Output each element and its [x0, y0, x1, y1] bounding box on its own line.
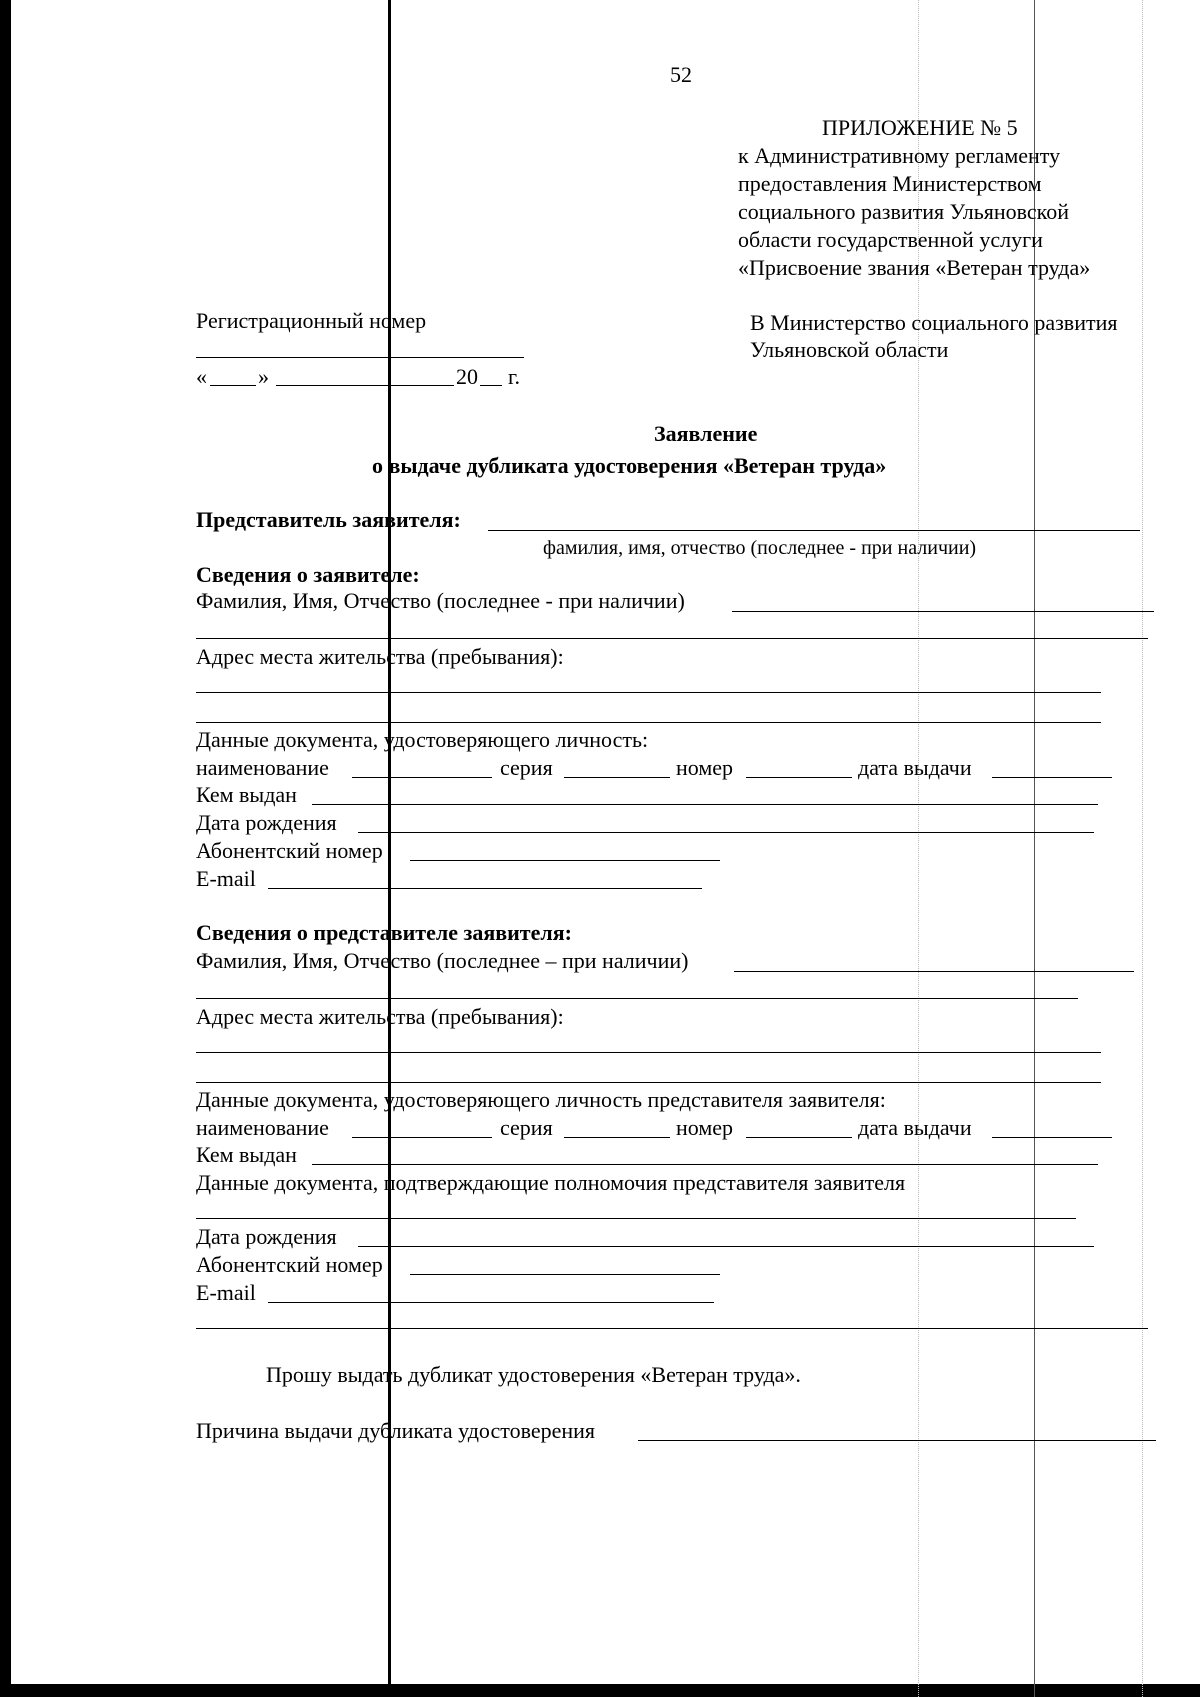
registration-label: Регистрационный номер — [196, 308, 427, 333]
appendix-title: ПРИЛОЖЕНИЕ № 5 — [822, 115, 1018, 140]
rep-address-field-2[interactable] — [196, 1082, 1101, 1083]
addressee-line: В Министерство социального развития — [750, 310, 1118, 335]
doc-series-field[interactable] — [564, 777, 670, 778]
applicant-address-label: Адрес места жительства (пребывания): — [196, 644, 564, 669]
rep-birth-date-label: Дата рождения — [196, 1224, 337, 1249]
doc-issue-date-label: дата выдачи — [858, 755, 972, 780]
doc-name-label: наименование — [196, 755, 329, 780]
applicant-address-field[interactable] — [196, 692, 1101, 693]
rep-doc-label: Данные документа, удостоверяющего личность представителя заявителя: — [196, 1087, 886, 1112]
document-title: Заявление — [654, 421, 758, 446]
applicant-fio-field[interactable] — [732, 611, 1154, 612]
birth-date-label: Дата рождения — [196, 810, 337, 835]
addressee-line: Ульяновской области — [750, 337, 949, 362]
page-number: 52 — [670, 62, 692, 87]
rep-doc-number-label: номер — [676, 1115, 734, 1140]
representative-label: Представитель заявителя: — [196, 507, 461, 532]
rep-authority-field[interactable] — [196, 1218, 1076, 1219]
rep-doc-name-field[interactable] — [352, 1137, 492, 1138]
email-field[interactable] — [268, 888, 702, 889]
rep-fio-field[interactable] — [734, 971, 1134, 972]
applicant-doc-label: Данные документа, удостоверяющего личность: — [196, 727, 649, 752]
rep-phone-field[interactable] — [410, 1274, 720, 1275]
rep-address-field[interactable] — [196, 1052, 1101, 1053]
issued-by-field[interactable] — [312, 804, 1098, 805]
applicant-address-field-2[interactable] — [196, 722, 1101, 723]
rep-issued-by-label: Кем выдан — [196, 1142, 297, 1167]
rep-birth-date-field[interactable] — [358, 1246, 1094, 1247]
doc-number-label: номер — [676, 755, 734, 780]
representative-field[interactable] — [488, 530, 1140, 531]
applicant-fio-field-2[interactable] — [196, 638, 1148, 639]
rep-phone-label: Абонентский номер — [196, 1252, 383, 1277]
year-prefix: 20 — [456, 364, 478, 389]
rep-doc-series-label: серия — [500, 1115, 553, 1140]
date-open-quote: « — [196, 364, 207, 389]
phone-label: Абонентский номер — [196, 838, 383, 863]
reason-label: Причина выдачи дубликата удостоверения — [196, 1418, 596, 1443]
rep-doc-number-field[interactable] — [746, 1137, 852, 1138]
rep-issued-by-field[interactable] — [312, 1164, 1098, 1165]
scan-left-edge — [0, 0, 11, 1697]
reason-field[interactable] — [638, 1440, 1156, 1441]
applicant-fio-label: Фамилия, Имя, Отчество (последнее - при наличии) — [196, 588, 685, 613]
rep-address-label: Адрес места жительства (пребывания): — [196, 1004, 564, 1029]
appendix-line: предоставления Министерством — [738, 171, 1042, 196]
date-close-quote: » — [258, 364, 269, 389]
rep-doc-issue-date-field[interactable] — [992, 1137, 1112, 1138]
rep-doc-series-field[interactable] — [564, 1137, 670, 1138]
doc-name-field[interactable] — [352, 777, 492, 778]
rep-authority-label: Данные документа, подтверждающие полномочия представителя заявителя — [196, 1170, 906, 1195]
day-field[interactable] — [210, 385, 256, 386]
rep-doc-issue-date-label: дата выдачи — [858, 1115, 972, 1140]
rep-email-label: E-mail — [196, 1280, 256, 1305]
document-subtitle: о выдаче дубликата удостоверения «Ветеран труда» — [372, 453, 887, 478]
rep-section-title: Сведения о представителе заявителя: — [196, 920, 572, 945]
rep-fio-field-2[interactable] — [196, 998, 1078, 999]
doc-issue-date-field[interactable] — [992, 777, 1112, 778]
rep-doc-name-label: наименование — [196, 1115, 329, 1140]
rep-fio-label: Фамилия, Имя, Отчество (последнее – при наличии) — [196, 948, 689, 973]
applicant-section-title: Сведения о заявителе: — [196, 562, 420, 587]
appendix-line: социального развития Ульяновской — [738, 199, 1070, 224]
year-field[interactable] — [480, 385, 502, 386]
phone-field[interactable] — [410, 860, 720, 861]
scan-faint-line — [1142, 0, 1143, 1697]
issued-by-label: Кем выдан — [196, 782, 297, 807]
doc-number-field[interactable] — [746, 777, 852, 778]
doc-series-label: серия — [500, 755, 553, 780]
appendix-line: к Административному регламенту — [738, 143, 1061, 168]
representative-hint: фамилия, имя, отчество (последнее - при наличии) — [543, 537, 977, 559]
birth-date-field[interactable] — [358, 832, 1094, 833]
scan-bottom-edge — [0, 1684, 1200, 1697]
email-label: E-mail — [196, 866, 256, 891]
month-field[interactable] — [276, 385, 454, 386]
rep-extra-field[interactable] — [196, 1328, 1148, 1329]
year-suffix: г. — [508, 364, 521, 389]
appendix-line: «Присвоение звания «Ветеран труда» — [738, 255, 1091, 280]
registration-number-field[interactable] — [196, 357, 524, 358]
rep-email-field[interactable] — [268, 1302, 714, 1303]
appendix-line: области государственной услуги — [738, 227, 1043, 252]
request-text: Прошу выдать дубликат удостоверения «Ветеран труда». — [266, 1362, 801, 1387]
